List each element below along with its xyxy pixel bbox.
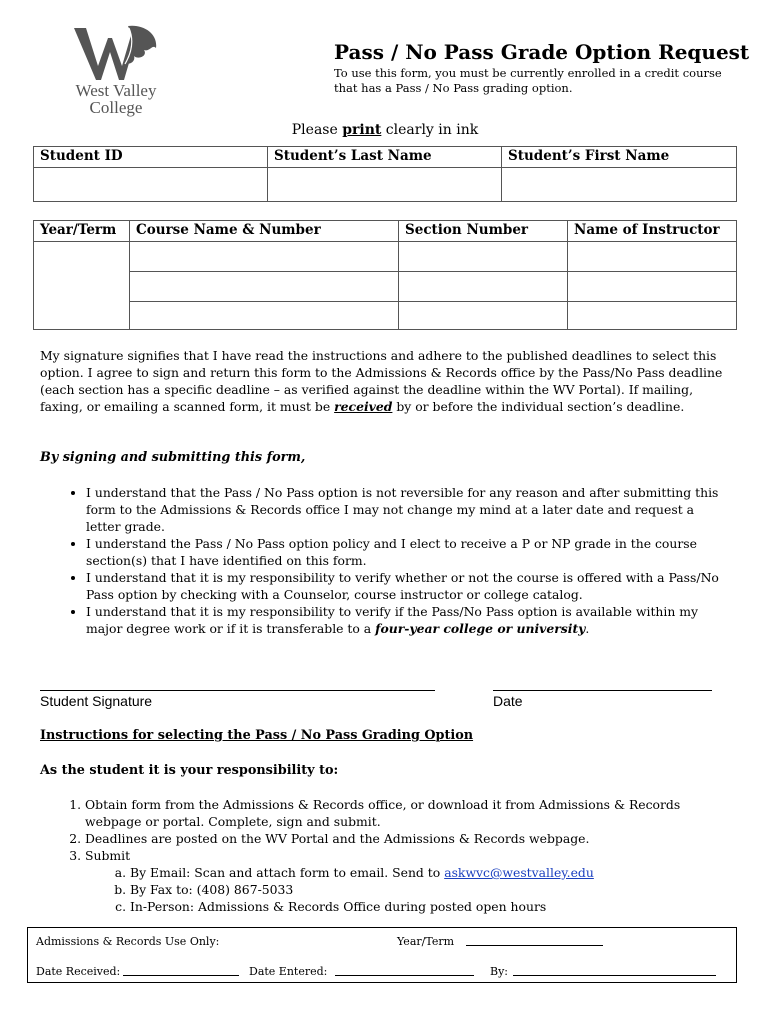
signature-line[interactable]	[40, 690, 435, 691]
four-year-emphasis: four-year college or university	[375, 621, 586, 636]
west-valley-w-leaf-icon	[66, 22, 166, 84]
instructor-field[interactable]	[568, 272, 737, 302]
by-label: By:	[490, 965, 509, 978]
list-item: 1. Obtain form from the Admissions & Records office, or download it from Admissions & Records webpage or portal. Complete, sign and submit.	[85, 796, 730, 830]
by-field[interactable]	[513, 965, 716, 976]
logo-line-1: West Valley	[75, 81, 157, 100]
print-prefix: Please	[291, 122, 343, 138]
date-entered-label: Date Entered:	[249, 965, 328, 978]
instruction-steps	[40, 796, 730, 915]
course-name-field[interactable]	[130, 302, 399, 330]
list-item	[86, 603, 730, 637]
date-line[interactable]	[493, 690, 712, 691]
course-name-field[interactable]	[130, 272, 399, 302]
last-name-header: Student’s Last Name	[268, 147, 502, 168]
list-item: 2. Deadlines are posted on the WV Portal and the Admissions & Records webpage.	[85, 830, 730, 847]
subtitle-line-1: To use this form, you must be currently enrolled in a credit course	[334, 66, 722, 80]
email-option-text: By Email: Scan and attach form to email. Send to	[130, 865, 445, 880]
bullet4-text-part2: .	[585, 621, 590, 636]
instructor-field[interactable]	[568, 302, 737, 330]
list-item	[85, 847, 730, 915]
print-instruction	[0, 122, 770, 138]
student-id-field[interactable]	[34, 168, 268, 202]
office-use-label: Admissions & Records Use Only:	[36, 935, 220, 948]
form-subtitle	[334, 66, 744, 96]
print-emphasis: print	[342, 122, 382, 138]
bullet4-text-part1: I understand that it is my responsibility to verify if the Pass/No Pass option is available within my major degree work or if it is transferable to a	[86, 604, 699, 636]
student-signature-label: Student Signature	[40, 693, 153, 709]
form-title: Pass / No Pass Grade Option Request	[334, 40, 750, 64]
section-number-field[interactable]	[399, 242, 568, 272]
print-suffix: clearly in ink	[381, 122, 479, 138]
date-received-label: Date Received:	[36, 965, 121, 978]
last-name-field[interactable]	[268, 168, 502, 202]
student-info-table	[33, 146, 737, 202]
list-item: b. By Fax to: (408) 867-5033	[130, 881, 730, 898]
course-name-header: Course Name & Number	[130, 221, 399, 242]
agreement-text-part1: My signature signifies that I have read the instructions and adhere to the published deadlines to select this option. I agree to sign and return this form to the Admissions & Records office by the Pass/No Pass deadline (each section has a specific deadline – as verified against the deadline within the WV Portal). If mailing, faxing, or emailing a scanned form, it must be	[40, 348, 723, 414]
submit-options	[85, 864, 730, 915]
date-entered-field[interactable]	[335, 965, 474, 976]
section-number-header: Section Number	[399, 221, 568, 242]
course-info-table	[33, 220, 737, 330]
signing-heading: By signing and submitting this form,	[40, 450, 306, 465]
instructor-field[interactable]	[568, 242, 737, 272]
date-received-field[interactable]	[123, 965, 239, 976]
logo-line-2: College	[89, 98, 143, 117]
agreement-text-part2: by or before the individual section’s deadline.	[392, 399, 685, 414]
list-item: • I understand the Pass / No Pass option policy and I elect to receive a P or NP grade in the course section(s) that I have identified on this form.	[86, 535, 730, 569]
section-number-field[interactable]	[399, 272, 568, 302]
first-name-header: Student’s First Name	[502, 147, 737, 168]
year-term-office-field[interactable]	[466, 935, 603, 946]
year-term-header: Year/Term	[34, 221, 130, 242]
list-item	[130, 864, 730, 881]
year-term-office-label: Year/Term	[397, 935, 455, 948]
college-logo	[66, 22, 166, 122]
list-item: • I understand that the Pass / No Pass option is not reversible for any reason and after submitting this form to the Admissions & Records office I may not change my mind at a later date and request a letter grade.	[86, 484, 730, 535]
agreement-list	[40, 484, 730, 637]
instructions-title: Instructions for selecting the Pass / No Pass Grading Option	[40, 728, 474, 743]
first-name-field[interactable]	[502, 168, 737, 202]
list-item: c. In-Person: Admissions & Records Office during posted open hours	[130, 898, 730, 915]
instructions-subtitle: As the student it is your responsibility to:	[40, 763, 339, 778]
email-link[interactable]: askwvc@westvalley.edu	[444, 865, 594, 880]
list-item: • I understand that it is my responsibility to verify whether or not the course is offered with a Pass/No Pass option by checking with a Counselor, course instructor or college catalog.	[86, 569, 730, 603]
section-number-field[interactable]	[399, 302, 568, 330]
office-use-box	[27, 927, 737, 983]
subtitle-line-2: that has a Pass / No Pass grading option.	[334, 81, 573, 95]
received-emphasis: received	[334, 399, 393, 414]
submit-step-label: Submit	[85, 848, 131, 863]
student-id-header: Student ID	[34, 147, 268, 168]
year-term-field[interactable]	[34, 242, 130, 330]
agreement-paragraph	[40, 347, 730, 415]
instructor-header: Name of Instructor	[568, 221, 737, 242]
course-name-field[interactable]	[130, 242, 399, 272]
date-label: Date	[493, 693, 523, 709]
